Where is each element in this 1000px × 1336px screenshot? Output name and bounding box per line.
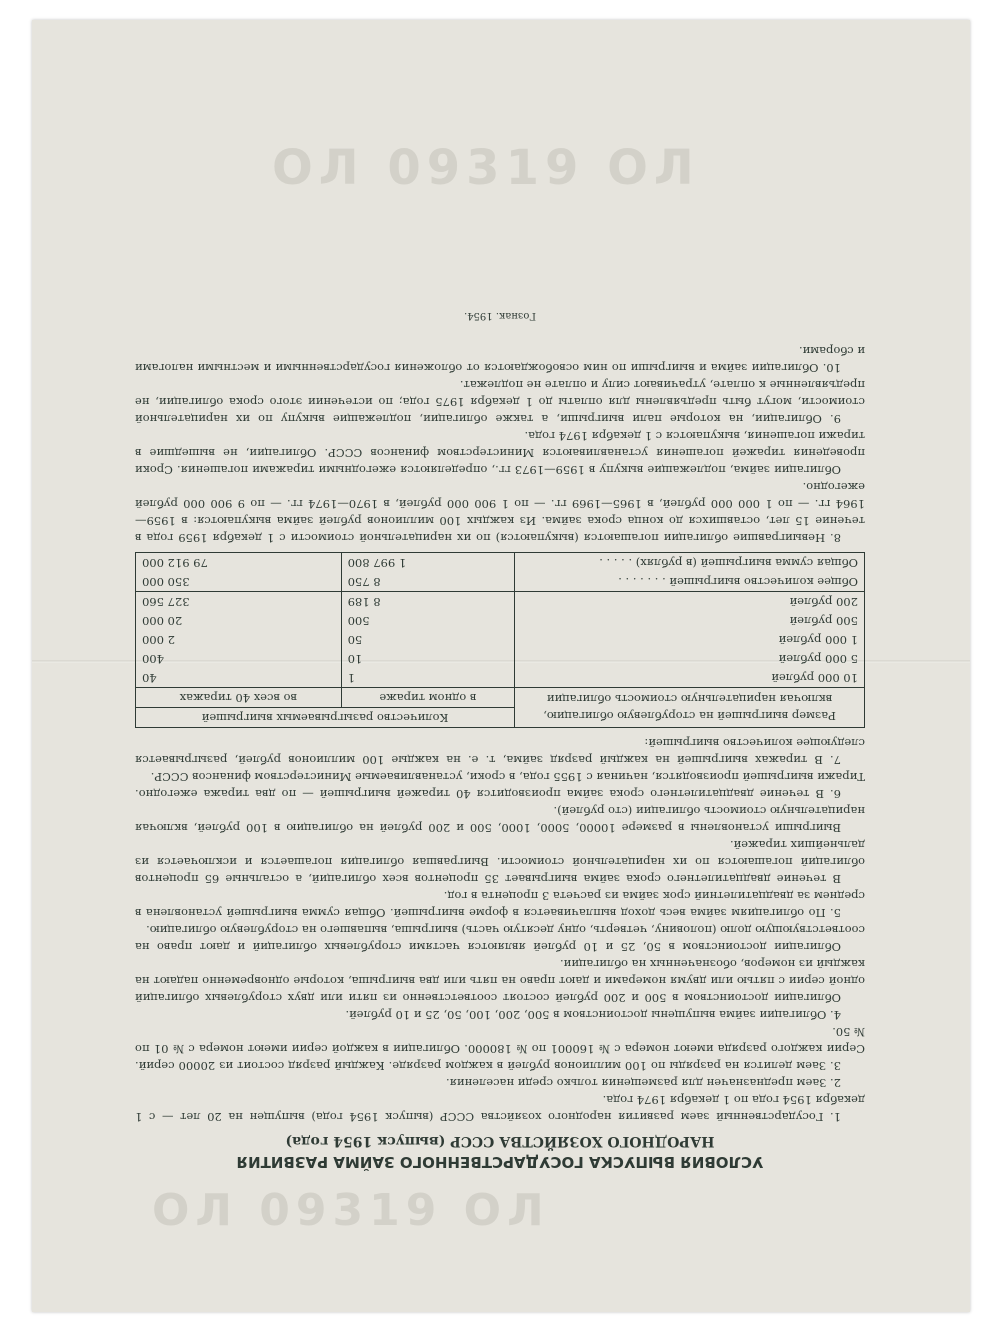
header-prize-count: Количество разыгрываемых выигрышей: [136, 708, 515, 728]
show-through-serial-top: ОЛ 09319 ОЛ: [272, 140, 700, 196]
paragraphs-before-table: [135, 734, 865, 1125]
prize-one-draw: 50: [341, 630, 514, 649]
table-total-count-row: [136, 572, 865, 592]
total-count-one-draw: 8 750: [341, 572, 514, 592]
paragraph: 7. В тиражах выигрышей на каждый разряд займа, т. е. на каждые 100 миллионов рублей, разыгрывается следующее количество выигрышей:: [135, 736, 865, 767]
prize-label: 5 000 рублей: [515, 649, 865, 668]
table-row: [136, 668, 865, 688]
prize-label: 10 000 рублей: [515, 668, 865, 688]
table-total-sum-row: [136, 553, 865, 573]
prize-all-draws: 20 000: [136, 611, 342, 630]
document-subheading: НАРОДНОГО ХОЗЯЙСТВА СССР (выпуск 1954 года): [285, 1133, 715, 1149]
upside-down-print: [32, 20, 970, 1312]
paragraph: Облигации достоинством в 50, 25 и 10 рублей являются частями сторублевых облигаций и дают право на соответствующую долю (половину, четверть, одну десятую часть) выигрыша, выпавшего на сторублевую облигацию.: [135, 923, 865, 954]
printer-mark: Гознак. 1954.: [464, 310, 536, 321]
issue-conditions-text: [135, 307, 865, 1172]
total-sum-one-draw: 1 997 800: [341, 553, 514, 573]
paragraph: 3. Заем делится на разряды по 100 миллионов рублей в каждом разряде. Каждый разряд состоит из 20000 серий. Серии каждого разряда имеют номера с № 160001 по № 180000. Облигации в каждой серии имеют номера с № 01 по № 50.: [135, 1025, 865, 1073]
total-count-label: Общее количество выигрышей . . . . . . .: [515, 572, 865, 592]
prize-label: 500 рублей: [515, 611, 865, 630]
table-header-row: [136, 708, 865, 728]
show-through-serial-bottom: ОЛ 09319 ОЛ: [152, 1185, 550, 1236]
paragraph: 4. Облигации займа выпущены достоинством в 500, 200, 100, 50, 25 и 10 рублей.: [345, 1008, 841, 1022]
paragraph: 1. Государственный заем развития народного хозяйства СССР (выпуск 1954 года) выпущен на 20 лет — с 1 декабря 1954 года по 1 декабря 1974 года.: [135, 1093, 865, 1124]
paragraph: Облигации достоинством в 500 и 200 рублей состоят соответственно из пяти или двух сторублевых облигаций одной серии с пятью или двумя номерами и дают право на пять или два выигрыша, которые одновременно падают на каждый из номеров, обозначенных на облигации.: [135, 957, 865, 1005]
header-one-draw: в одном тираже: [341, 688, 514, 708]
paragraph: 10. Облигации займа и выигрыши по ним освобождаются от обложения государственными и местными налогами и сборами.: [135, 344, 865, 375]
paragraph: В течение двадцатилетнего срока займа выигрывает 35 процентов всех облигаций, а остальные 65 процентов облигаций погашаются по их нарицательной стоимости. Выигравшая облигация погашается и исключается из дальнейших тиражей.: [135, 838, 865, 886]
paragraphs-after-table: [135, 342, 865, 546]
table-row: [136, 630, 865, 649]
table-row: [136, 592, 865, 612]
prize-label: 1 000 рублей: [515, 630, 865, 649]
total-sum-label: Общая сумма выигрышей (в рублях) . . . . .: [515, 553, 865, 573]
paragraph: 5. По облигациям займа весь доход выплачивается в форме выигрышей. Общая сумма выигрышей установлена в среднем за двадцатилетний срок займа из расчета 3 процента в год.: [135, 889, 865, 920]
winnings-table: [135, 552, 865, 728]
prize-one-draw: 1: [341, 668, 514, 688]
total-sum-all-draws: 79 912 000: [136, 553, 342, 573]
header-prize-size: Размер выигрышей на сторублевую облигацию, включая нарицательную стоимость облигации: [515, 688, 865, 728]
table-row: [136, 611, 865, 630]
table-row: [136, 649, 865, 668]
prize-one-draw: 10: [341, 649, 514, 668]
paragraph: 2. Заем предназначен для размещения только среди населения.: [445, 1076, 841, 1090]
prize-one-draw: 8 189: [341, 592, 514, 612]
header-all-draws: во всех 40 тиражах: [136, 688, 342, 708]
prize-all-draws: 327 560: [136, 592, 342, 612]
prize-all-draws: 2 000: [136, 630, 342, 649]
paragraph: Облигации займа, подлежащие выкупу в 1959—1973 гг., определяются ежегодными тиражами погашения. Сроки проведения тиражей погашения устанавливаются Министерством финансов СССР. Облигации, не вышедшие в тиражи погашения, выкупаются с 1 декабря 1974 года.: [135, 429, 865, 477]
total-count-all-draws: 350 000: [136, 572, 342, 592]
prize-all-draws: 40: [136, 668, 342, 688]
bond-paper-sheet: [32, 20, 970, 1312]
paragraph: 9. Облигации, на которые пали выигрыши, а также облигации, подлежащие выкупу по их нарицательной стоимости, могут быть предъявлены для оплаты до 1 декабря 1975 года; по истечении этого срока облигации, не предъявленные к оплате, утрачивают силу и оплате не подлежат.: [135, 378, 865, 426]
paragraph: 6. В течение двадцатилетнего срока займа производится 40 тиражей выигрышей — по два тиража ежегодно. Тиражи выигрышей производятся, начиная с 1955 года, в сроки, устанавливаемые Министерством финансов СССР.: [135, 770, 865, 801]
prize-all-draws: 400: [136, 649, 342, 668]
paragraph: 8. Невыигравшие облигации погашаются (выкупаются) по их нарицательной стоимости с 1 декабря 1959 года в течение 15 лет, оставшихся до конца срока займа. Из каждых 100 миллионов рублей займа выкупаются: в 1959—1964 гг. — по 1 000 000 рублей, в 1965—1969 гг. — по 1 900 000 рублей, в 1970—1974 гг. — по 9 900 000 рублей ежегодно.: [135, 480, 865, 545]
prize-label: 200 рублей: [515, 592, 865, 612]
document-heading: УСЛОВИЯ ВЫПУСКА ГОСУДАРСТВЕННОГО ЗАЙМА РАЗВИТИЯ: [236, 1153, 764, 1171]
paragraph: Выигрыши установлены в размере 10000, 5000, 1000, 500 и 200 рублей на облигацию в 100 рублей, включая нарицательную стоимость облигации (сто рублей).: [135, 804, 865, 835]
prize-one-draw: 500: [341, 611, 514, 630]
